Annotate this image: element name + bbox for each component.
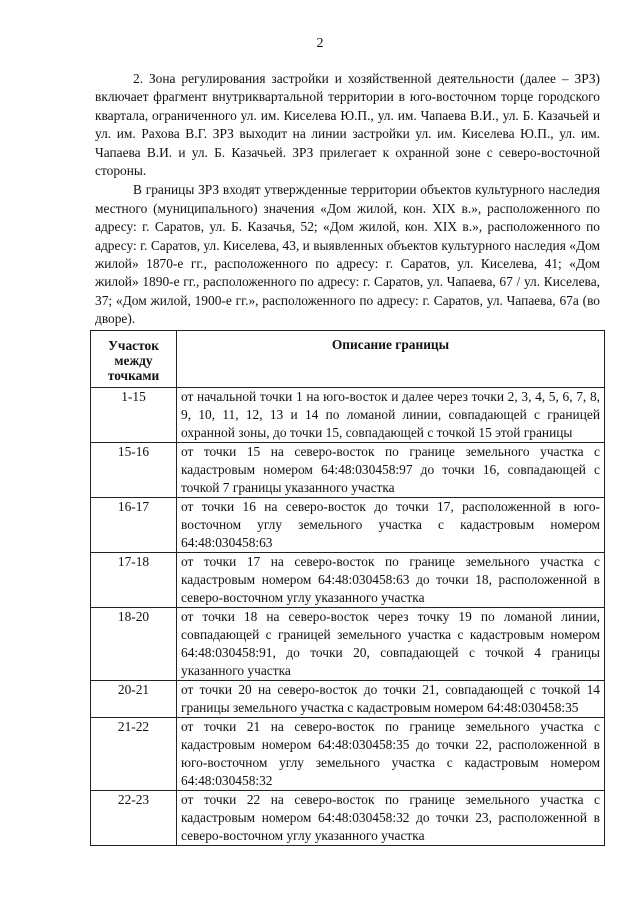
boundary-table	[90, 330, 605, 846]
row-description: от начальной точки 1 на юго-восток и далее через точки 2, 3, 4, 5, 6, 7, 8, 9, 10, 11, 12, 13 и 14 по ломаной линии, совпадающей с границей охранной зоны, до точки 15, совпадающей с точкой 15 этой границы	[177, 388, 605, 443]
header-segment: Участок между точками	[91, 331, 177, 388]
paragraph-heritage-objects: В границы ЗРЗ входят утвержденные территории объектов культурного наследия местного (муниципального) значения «Дом жилой, кон. XIX в.», расположенного по адресу: г. Саратов, ул. Б. Казачья, 52; «Дом жилой, кон. XIX в.», расположенного по адресу: г. Саратов, ул. Киселева, 43, и выявленных объектов культурного наследия «Дом жилой» 1870-е гг., расположенного по адресу: г. Саратов, ул. Киселева, 41; «Дом жилой» 1890-е гг., расположенного по адресу: г. Саратов, ул. Чапаева, 67 / ул. Киселева, 37; «Дом жилой, 1900-е гг.», расположенного по адресу: г. Саратов, ул. Чапаева, 67а (во дворе).	[95, 182, 600, 327]
table-row	[91, 498, 605, 553]
row-description: от точки 18 на северо-восток через точку 19 по ломаной линии, совпадающей с границей земельного участка с кадастровым номером 64:48:030458:91, до точки 20, совпадающей с точкой 4 границы указанного участка	[177, 608, 605, 681]
row-description: от точки 17 на северо-восток по границе земельного участка с кадастровым номером 64:48:030458:63 до точки 18, расположенной в северо-восточном углу указанного участка	[177, 553, 605, 608]
table-row	[91, 553, 605, 608]
row-segment: 20-21	[91, 681, 177, 718]
table-row	[91, 718, 605, 791]
row-segment: 22-23	[91, 791, 177, 846]
table-row	[91, 608, 605, 681]
row-description: от точки 20 на северо-восток до точки 21, совпадающей с точкой 14 границы земельного участка с кадастровым номером 64:48:030458:35	[177, 681, 605, 718]
row-description: от точки 16 на северо-восток до точки 17, расположенной в юго-восточном углу земельного участка с кадастровым номером 64:48:030458:63	[177, 498, 605, 553]
table-row	[91, 443, 605, 498]
body-text	[95, 70, 600, 329]
paragraph-zone-description: 2. Зона регулирования застройки и хозяйственной деятельности (далее – ЗРЗ) включает фрагмент внутриквартальной территории в юго-восточном торце городского квартала, ограниченного ул. им. Киселева Ю.П., ул. им. Чапаева В.И., ул. Б. Казачьей и ул. им. Рахова В.Г. ЗРЗ выходит на линии застройки ул. им. Киселева Ю.П., ул. им. Чапаева В.И. и ул. Б. Казачьей. ЗРЗ прилегает к охранной зоне с северо-восточной стороны.	[95, 71, 600, 179]
page-number: 2	[316, 36, 324, 51]
row-segment: 17-18	[91, 553, 177, 608]
table-row	[91, 791, 605, 846]
table-header-row	[91, 331, 605, 388]
row-segment: 18-20	[91, 608, 177, 681]
row-description: от точки 21 на северо-восток по границе земельного участка с кадастровым номером 64:48:030458:35 до точки 22, расположенной в юго-восточном углу земельного участка с кадастровым номером 64:48:030458:32	[177, 718, 605, 791]
row-segment: 15-16	[91, 443, 177, 498]
row-segment: 16-17	[91, 498, 177, 553]
row-segment: 21-22	[91, 718, 177, 791]
table-row	[91, 388, 605, 443]
table-row	[91, 681, 605, 718]
row-description: от точки 22 на северо-восток по границе земельного участка с кадастровым номером 64:48:030458:32 до точки 23, расположенной в северо-восточном углу указанного участка	[177, 791, 605, 846]
row-description: от точки 15 на северо-восток по границе земельного участка с кадастровым номером 64:48:030458:97 до точки 16, совпадающей с точкой 7 границы указанного участка	[177, 443, 605, 498]
row-segment: 1-15	[91, 388, 177, 443]
header-description: Описание границы	[177, 331, 605, 388]
